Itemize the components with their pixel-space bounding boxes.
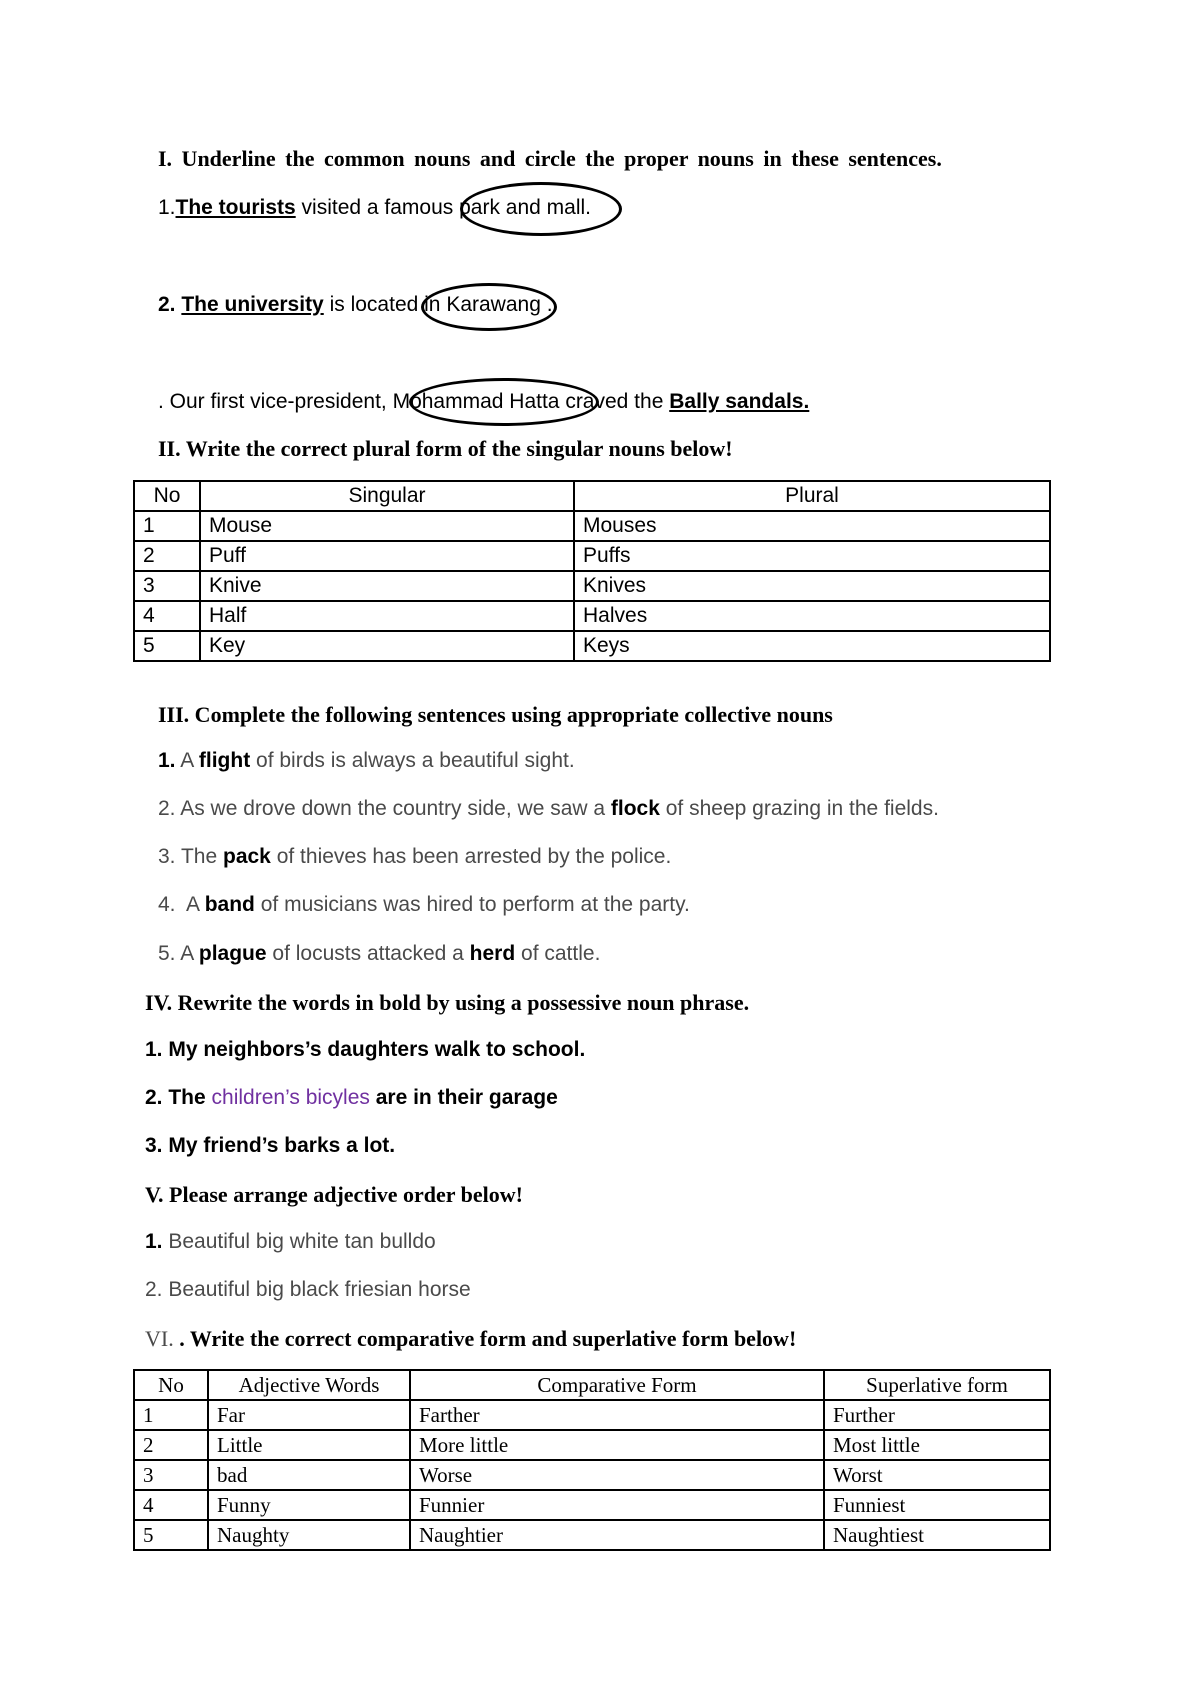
table-row — [134, 1430, 1050, 1460]
table-header-row — [134, 1370, 1050, 1400]
cell-singular: Mouse — [200, 511, 574, 541]
cell-no: 4 — [134, 1490, 208, 1520]
cell-adjective: Naughty — [208, 1520, 410, 1550]
table-row — [134, 1520, 1050, 1550]
s3-l5-noun-2: herd — [469, 942, 516, 965]
s4-line-1: 1. My neighbors’s daughters walk to school. — [145, 1038, 586, 1061]
cell-plural: Knives — [574, 571, 1050, 601]
s3-l2-noun: flock — [610, 797, 660, 820]
comparative-table — [133, 1369, 1051, 1551]
cell-singular: Key — [200, 631, 574, 661]
q1-proper-noun: park and mall. — [459, 196, 592, 219]
cell-superlative: Further — [824, 1400, 1050, 1430]
section-2-heading: II. Write the correct plural form of the singular nouns below! — [158, 436, 733, 461]
table-row — [134, 1490, 1050, 1520]
table-row — [134, 631, 1050, 661]
table-row — [134, 571, 1050, 601]
s5-line-1 — [145, 1230, 436, 1254]
s3-line-2 — [158, 797, 939, 821]
s4-line-3: 3. My friend’s barks a lot. — [145, 1134, 396, 1157]
q1-circle — [460, 182, 622, 236]
table-row — [134, 511, 1050, 541]
s5-l1-number: 1. — [145, 1230, 163, 1253]
section-3-heading: III. Complete the following sentences using appropriate collective nouns — [158, 702, 833, 727]
cell-adjective: bad — [208, 1460, 410, 1490]
q2-common-noun: The university — [181, 293, 324, 316]
s3-l1-noun: flight — [198, 749, 251, 772]
cell-comparative: Farther — [410, 1400, 824, 1430]
s3-l5-noun-1: plague — [198, 942, 267, 965]
s3-l4-c: of musicians was hired to perform at the party. — [254, 893, 690, 916]
s3-l1-c: of birds is always a beautiful sight. — [250, 749, 575, 772]
cell-adjective: Funny — [208, 1490, 410, 1520]
cell-superlative: Funniest — [824, 1490, 1050, 1520]
s3-l5-c: of locusts attacked a — [266, 942, 470, 965]
s3-l2-a: 2. As we drove down the country side, we saw a — [158, 797, 611, 820]
q3-common-noun: Bally sandals. — [669, 390, 810, 413]
cell-comparative: Worse — [410, 1460, 824, 1490]
s3-line-4 — [158, 893, 690, 917]
cell-plural: Halves — [574, 601, 1050, 631]
q2-proper-noun: Karawang . — [446, 293, 553, 316]
q2-middle: is located in — [323, 293, 447, 316]
cell-no: 5 — [134, 631, 200, 661]
cell-no: 3 — [134, 1460, 208, 1490]
q1-number: 1. — [158, 196, 176, 219]
plural-table — [133, 480, 1051, 662]
header-no: No — [134, 481, 200, 511]
cell-comparative: Funnier — [410, 1490, 824, 1520]
s4-line-2 — [145, 1086, 558, 1110]
q3-proper-noun: Mohammad Hatta — [392, 390, 560, 413]
header-comparative: Comparative Form — [410, 1370, 824, 1400]
cell-no: 1 — [134, 511, 200, 541]
section-5-heading: V. Please arrange adjective order below! — [145, 1182, 523, 1207]
s3-l3-noun: pack — [223, 845, 271, 868]
cell-no: 1 — [134, 1400, 208, 1430]
s4-l2-c: are in their garage — [369, 1086, 558, 1109]
s3-l5-a: 5. A — [158, 942, 199, 965]
cell-singular: Half — [200, 601, 574, 631]
s3-l3-c: of thieves has been arrested by the police. — [270, 845, 672, 868]
cell-no: 5 — [134, 1520, 208, 1550]
cell-superlative: Worst — [824, 1460, 1050, 1490]
cell-no: 4 — [134, 601, 200, 631]
q1-common-noun: The tourists — [175, 196, 296, 219]
table-row — [134, 1400, 1050, 1430]
s5-line-2: 2. Beautiful big black friesian horse — [145, 1278, 471, 1301]
header-adjective: Adjective Words — [208, 1370, 410, 1400]
cell-adjective: Far — [208, 1400, 410, 1430]
cell-adjective: Little — [208, 1430, 410, 1460]
cell-no: 2 — [134, 1430, 208, 1460]
cell-singular: Puff — [200, 541, 574, 571]
s3-l4-a: 4. A — [158, 893, 205, 916]
cell-no: 3 — [134, 571, 200, 601]
header-plural: Plural — [574, 481, 1050, 511]
table-row — [134, 601, 1050, 631]
s3-l3-a: 3. The — [158, 845, 223, 868]
cell-superlative: Most little — [824, 1430, 1050, 1460]
table-header-row — [134, 481, 1050, 511]
cell-superlative: Naughtiest — [824, 1520, 1050, 1550]
s3-line-5 — [158, 942, 600, 966]
q3-prefix: . Our first vice-president, — [158, 390, 393, 413]
s3-line-3 — [158, 845, 671, 869]
cell-plural: Mouses — [574, 511, 1050, 541]
cell-comparative: More little — [410, 1430, 824, 1460]
table-row — [134, 541, 1050, 571]
cell-singular: Knive — [200, 571, 574, 601]
cell-plural: Puffs — [574, 541, 1050, 571]
header-no: No — [134, 1370, 208, 1400]
q2-number: 2. — [158, 293, 182, 316]
q3-circle — [409, 378, 599, 426]
s3-l2-c: of sheep grazing in the fields. — [659, 797, 939, 820]
table-row — [134, 1460, 1050, 1490]
header-singular: Singular — [200, 481, 574, 511]
s3-l5-e: of cattle. — [515, 942, 601, 965]
section-4-heading: IV. Rewrite the words in bold by using a possessive noun phrase. — [145, 990, 750, 1015]
q1-middle: visited a famous — [295, 196, 460, 219]
s5-l1-text: Beautiful big white tan bulldo — [162, 1230, 436, 1253]
cell-no: 2 — [134, 541, 200, 571]
section-6-heading — [145, 1326, 796, 1352]
q3-middle: craved the — [559, 390, 670, 413]
s3-l1-number: 1. — [158, 749, 176, 772]
s6-heading-number: VI. — [145, 1326, 174, 1351]
s4-l2-a: 2. The — [145, 1086, 212, 1109]
q2-circle — [421, 283, 557, 331]
s3-line-1 — [158, 749, 575, 773]
s3-l4-noun: band — [204, 893, 255, 916]
s4-l2-highlight: children’s bicyles — [211, 1086, 370, 1109]
s3-l1-a: A — [175, 749, 199, 772]
cell-comparative: Naughtier — [410, 1520, 824, 1550]
s6-heading-text: . Write the correct comparative form and superlative form below! — [173, 1326, 797, 1351]
section-1-heading: I. Underline the common nouns and circle the proper nouns in these sentences. — [158, 146, 942, 171]
cell-plural: Keys — [574, 631, 1050, 661]
header-superlative: Superlative form — [824, 1370, 1050, 1400]
